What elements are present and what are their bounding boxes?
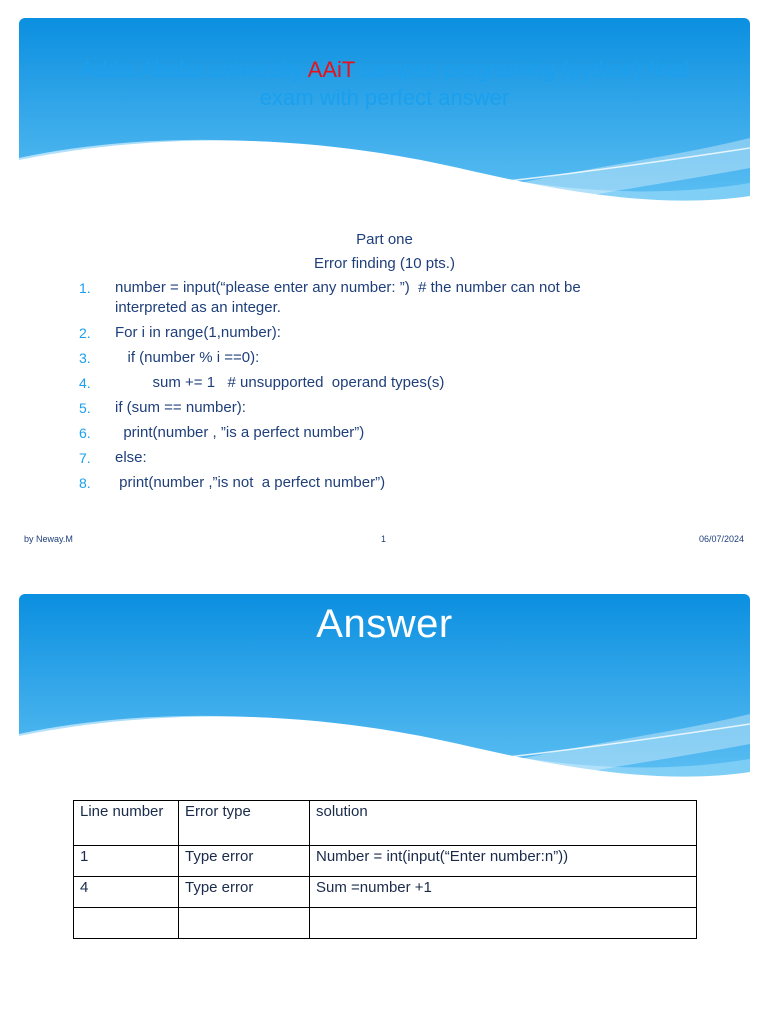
table-row — [74, 846, 697, 877]
table-cell: Number = int(input(“Enter number:n”)) — [310, 846, 697, 877]
slide-1 — [19, 18, 750, 544]
table-cell: 4 — [74, 877, 179, 908]
slide-1-banner — [19, 18, 750, 218]
footer-page-number: 1 — [381, 534, 387, 544]
table-cell — [310, 908, 697, 939]
line-text: else: — [115, 449, 147, 466]
line-text: sum += 1 # unsupported operand types(s) — [115, 374, 445, 391]
line-number: 7. — [79, 450, 91, 466]
table-cell: Sum =number +1 — [310, 877, 697, 908]
table-header-cell: solution — [310, 801, 697, 846]
slide-1-title — [79, 56, 690, 112]
table-row — [74, 908, 697, 939]
code-line — [19, 423, 655, 443]
code-line — [19, 323, 655, 343]
line-text: For i in range(1,number): — [115, 324, 281, 341]
title-part-1: Addis Ababa university — [80, 57, 308, 82]
answer-table — [73, 800, 697, 939]
slide-2-banner — [19, 594, 750, 794]
slide-2 — [19, 594, 750, 1014]
table-cell: Type error — [179, 877, 310, 908]
line-number: 2. — [79, 325, 91, 341]
table-header-row — [74, 801, 697, 846]
code-list — [19, 278, 750, 493]
table-header-cell: Line number — [74, 801, 179, 846]
slide-1-body — [19, 228, 750, 498]
code-line — [19, 473, 655, 493]
part-heading: Part one — [356, 231, 413, 248]
table-cell — [179, 908, 310, 939]
footer-author: by Neway.M — [24, 534, 73, 544]
code-line — [19, 448, 655, 468]
table-cell: Type error — [179, 846, 310, 877]
line-number: 1. — [79, 280, 91, 296]
line-number: 5. — [79, 400, 91, 416]
line-text: if (sum == number): — [115, 399, 246, 416]
table-row — [74, 877, 697, 908]
line-number: 6. — [79, 425, 91, 441]
slide-2-title: Answer — [316, 602, 453, 646]
line-text: number = input(“please enter any number: ”) # the number can not be interpreted as an integer. — [115, 279, 585, 316]
code-line — [19, 373, 655, 393]
line-number: 4. — [79, 375, 91, 391]
title-highlight: AAiT — [307, 57, 355, 82]
line-number: 8. — [79, 475, 91, 491]
line-text: print(number ,”is not a perfect number”) — [115, 474, 386, 491]
line-number: 3. — [79, 350, 91, 366]
code-line — [19, 348, 655, 368]
line-text: print(number , ”is a perfect number”) — [115, 424, 365, 441]
line-text: if (number % i ==0): — [115, 349, 260, 366]
title-part-2: campus programing (python) final exam with perfect answer — [259, 57, 689, 110]
table-cell — [74, 908, 179, 939]
footer-date: 06/07/2024 — [698, 534, 744, 544]
table-cell: 1 — [74, 846, 179, 877]
code-line — [19, 398, 655, 418]
table-header-cell: Error type — [179, 801, 310, 846]
part-subheading: Error finding (10 pts.) — [314, 255, 455, 272]
code-line — [19, 278, 655, 318]
